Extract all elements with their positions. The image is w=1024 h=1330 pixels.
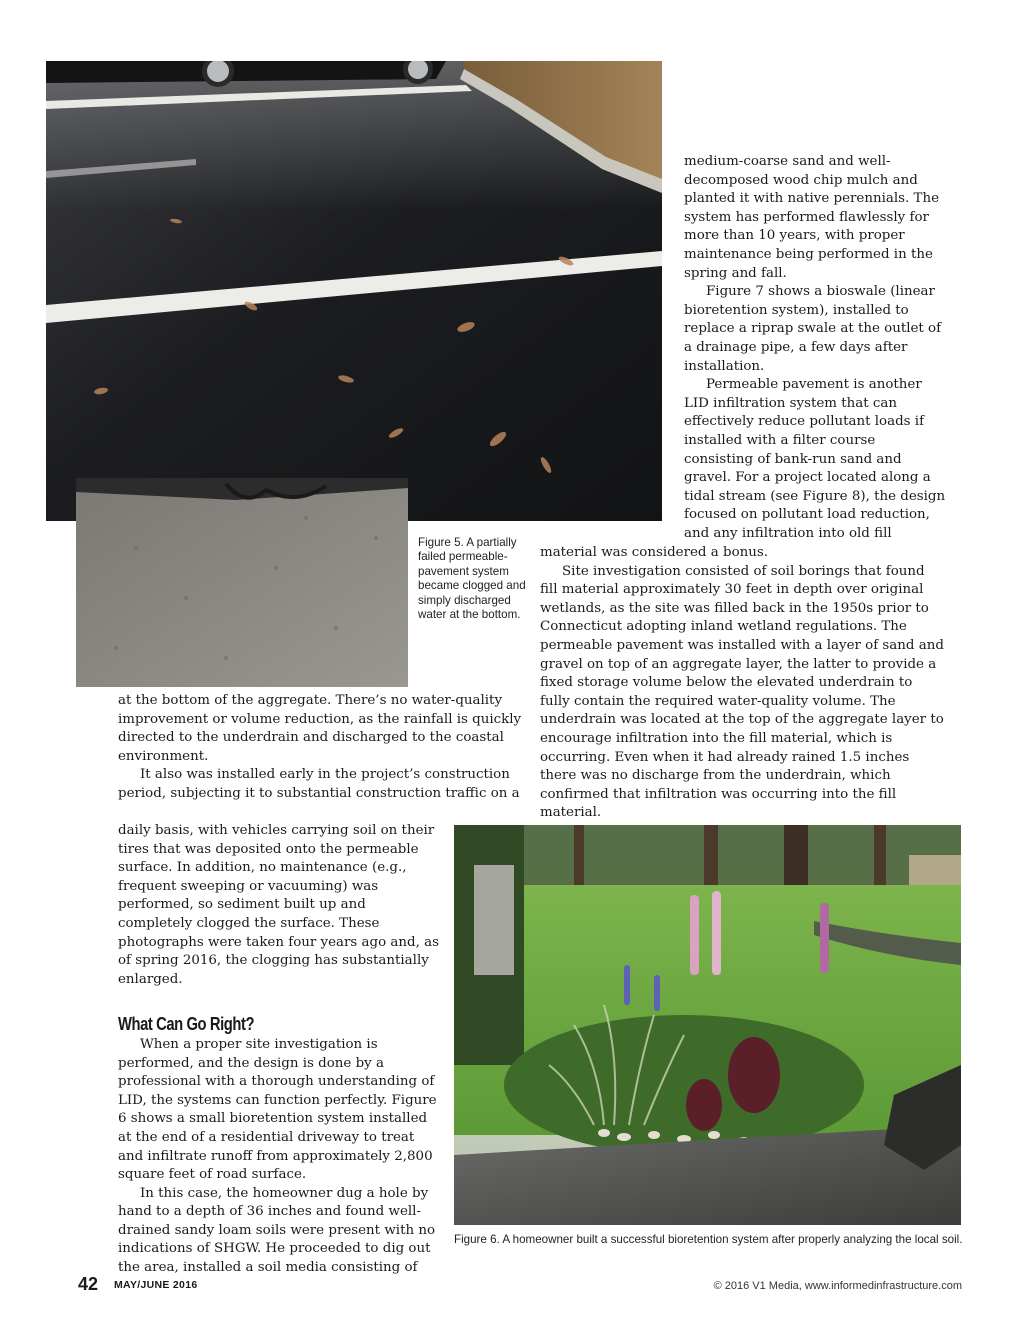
left-paragraph-3: When a proper site investigation is performed, and the design is done by a professional with a thorough understanding of LID, the systems can function perfectly. Figure 6 shows a small bioretention system installed at the end of a residential driveway to treat and infiltrate runoff from approximately 2,800 square feet of road surface. xyxy=(118,1036,437,1183)
left-column-wide xyxy=(118,692,522,804)
right-column-wide xyxy=(540,544,946,823)
parking-lot-illustration xyxy=(46,61,662,521)
figure5-inset-clogged-surface xyxy=(76,478,408,687)
figure5-caption-text: Figure 5. A partially failed permeable-pavement system became clogged and simply discharged water at the bottom. xyxy=(418,536,526,622)
figure5-caption xyxy=(418,536,526,622)
left-paragraph-2-start: It also was installed early in the project’s construction period, subjecting it to substantial construction traffic on a xyxy=(118,767,520,801)
right-paragraph-1: medium-coarse sand and well-decomposed wood chip mulch and planted it with native perennials. The system has performed flawlessly for more than 10 years, with proper maintenance being performed in the spring and fall. xyxy=(684,154,940,281)
issue-date: MAY/JUNE 2016 xyxy=(114,1279,198,1291)
right-paragraph-3: Permeable pavement is another LID infiltration system that can effectively reduce pollutant loads if installed with a filter course consisting of bank-run sand and gravel. For a project located along a tidal stream (see Figure 8), the design focused on pollutant load reduction, and any infiltration into old fill xyxy=(684,377,946,541)
left-paragraph-4: In this case, the homeowner dug a hole by hand to a depth of 36 inches and found well-drained sandy loam soils were present with no indications of SHGW. He proceeded to dig out the area, installed a soil media consisting of xyxy=(118,1185,436,1276)
page-number: 42 xyxy=(78,1274,99,1294)
clogged-surface-illustration xyxy=(76,478,408,687)
figure6-caption-text: Figure 6. A homeowner built a successful bioretention system after properly analyzing the local soil. xyxy=(454,1233,963,1246)
bioretention-illustration xyxy=(454,825,961,1225)
right-column-narrow xyxy=(684,153,946,543)
right-paragraph-3-continued: material was considered a bonus. xyxy=(540,545,769,560)
copyright-notice: © 2016 V1 Media, www.informedinfrastructure.com xyxy=(713,1280,962,1292)
left-paragraph-1: at the bottom of the aggregate. There’s no water-quality improvement or volume reduction, as the rainfall is quickly directed to the underdrain and discharged to the coastal environment. xyxy=(118,693,522,764)
right-paragraph-4: Site investigation consisted of soil borings that found fill material approximately 30 feet in depth over original wetlands, as the site was filled back in the 1950s prior to Connecticut adopting inland wetland regulations. The permeable pavement was installed with a layer of sand and gravel on top of an aggregate layer, the latter to provide a fixed storage volume below the elevated underdrain to fully contain the required water-quality volume. The underdrain was located at the top of the aggregate layer to encourage infiltration into the fill material, which is occurring. Even when it had already rained 1.5 inches there was no discharge from the underdrain, which confirmed that infiltration was occurring into the fill material. xyxy=(540,563,944,821)
right-paragraph-2: Figure 7 shows a bioswale (linear bioretention system), installed to replace a riprap swale at the outlet of a drainage pipe, a few days after installation. xyxy=(684,284,942,374)
figure5-photo-parking-lot xyxy=(46,61,662,521)
left-paragraph-2-continued: daily basis, with vehicles carrying soil on their tires that was deposited onto the permeable surface. In addition, no maintenance (e.g., frequent sweeping or vacuuming) was performed, so sediment built up and completely clogged the surface. These photographs were taken four years ago and, as of spring 2016, the clogging has substantially enlarged. xyxy=(118,823,439,987)
figure6-photo-bioretention xyxy=(454,825,961,1225)
left-column-narrow xyxy=(118,822,440,1278)
figure6-caption xyxy=(454,1233,961,1247)
section-heading: What Can Go Right? xyxy=(118,1014,255,1035)
